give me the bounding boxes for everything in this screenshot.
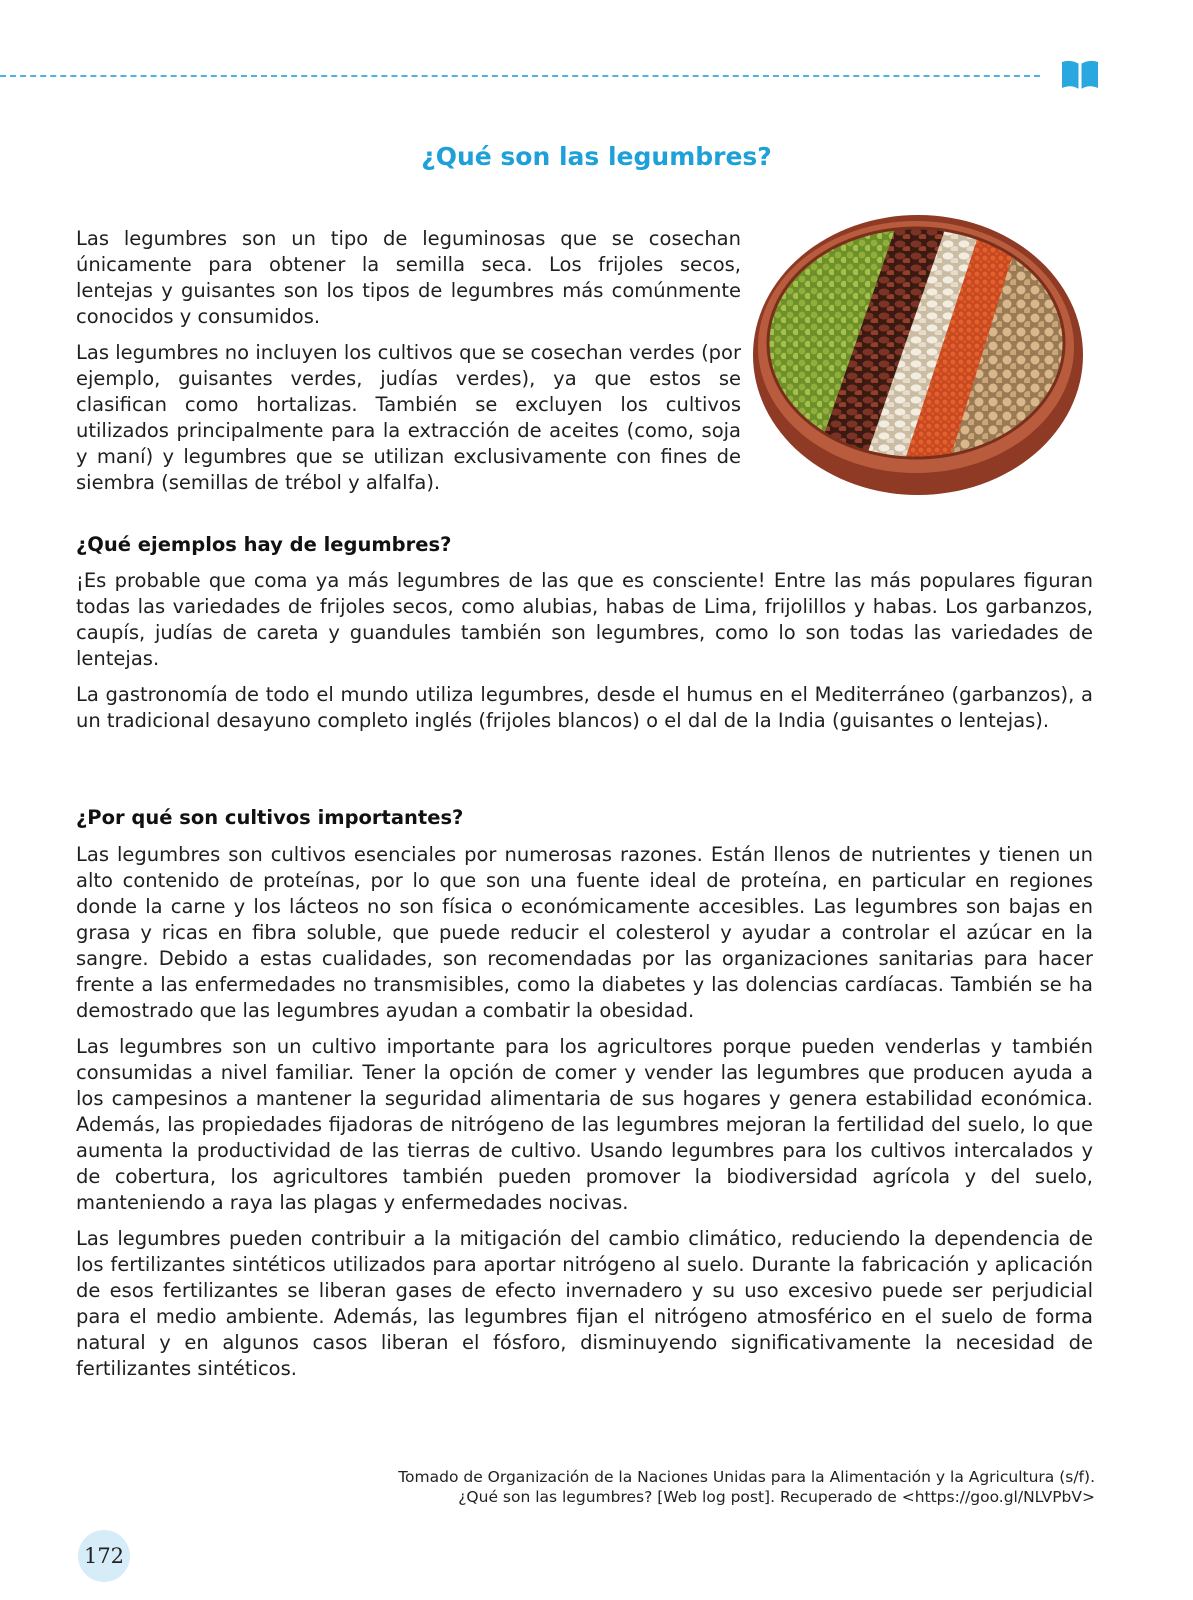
intro-paragraph-2: Las legumbres no incluyen los cultivos que se cosechan verdes (por ejemplo, guisantes verdes, judías verdes), ya que estos se clasifican como hortalizas. También se excluyen los cultivos utilizados principalmente para la extracción de aceites (como, soja y maní) y legumbres que se utilizan exclusivamente con fines de siembra (semillas de trébol y alfalfa). — [76, 341, 741, 494]
importance-paragraph-3: Las legumbres pueden contribuir a la mitigación del cambio climático, reduciendo la dependencia de los fertilizantes sintéticos utilizados para aportar nitrógeno al suelo. Durante la fabricación y aplicación de esos fertilizantes se liberan gases de efecto invernadero y su uso excesivo puede ser perjudicial para el medio ambiente. Además, las legumbres fijan el nitrógeno atmosférico en el suelo de forma natural y en algunos casos liberan el fósforo, disminuyendo significativamente la necesidad de fertilizantes sintéticos. — [76, 1227, 1093, 1380]
examples-paragraph-2: La gastronomía de todo el mundo utiliza legumbres, desde el humus en el Mediterráneo (garbanzos), a un tradicional desayuno completo inglés (frijoles blancos) o el dal de la India (guisantes o lentejas). — [76, 683, 1093, 732]
page-title: ¿Qué son las legumbres? — [421, 142, 772, 171]
intro-text — [76, 226, 741, 506]
section-importance-text — [76, 842, 1093, 1392]
intro-paragraph-1: Las legumbres son un tipo de leguminosas que se cosechan únicamente para obtener la semilla seca. Los frijoles secos, lentejas y guisantes son los tipos de legumbres más comúnmente conocidos y consumidos. — [76, 227, 741, 328]
page-number: 172 — [78, 1530, 130, 1582]
importance-paragraph-1: Las legumbres son cultivos esenciales por numerosas razones. Están llenos de nutrientes y tienen un alto contenido de proteínas, por lo que son una fuente ideal de proteína, en particular en regiones donde la carne y los lácteos no son física o económicamente accesibles. Las legumbres son bajas en grasa y ricas en fibra soluble, que puede reducir el colesterol y ayudar a controlar el azúcar en la sangre. Debido a estas cualidades, son recomendadas por las organizaciones sanitarias para hacer frente a las enfermedades no transmisibles, como la diabetes y las dolencias cardíacas. También se ha demostrado que las legumbres ayudan a combatir la obesidad. — [76, 843, 1093, 1022]
legumes-bowl-illustration — [750, 215, 1090, 515]
section-heading-importance: ¿Por qué son cultivos importantes? — [76, 806, 464, 829]
open-book-icon — [1060, 58, 1100, 92]
section-examples-text — [76, 568, 1093, 744]
importance-paragraph-2: Las legumbres son un cultivo importante para los agricultores porque pueden venderlas y también consumidas a nivel familiar. Tener la opción de comer y vender las legumbres que producen ayuda a los campesinos a mantener la seguridad alimentaria de sus hogares y genera estabilidad económica. Además, las propiedades fijadoras de nitrógeno de las legumbres mejoran la fertilidad del suelo, lo que aumenta la productividad de las tierras de cultivo. Usando legumbres para los cultivos intercalados y de cobertura, los agricultores también pueden promover la biodiversidad agrícola y del suelo, manteniendo a raya las plagas y enfermedades nocivas. — [76, 1035, 1093, 1214]
header-dashed-divider — [0, 75, 1040, 77]
source-line-1: Tomado de Organización de la Naciones Unidas para la Alimentación y la Agricultura (s/f). — [398, 1468, 1095, 1486]
examples-paragraph-1: ¡Es probable que coma ya más legumbres de las que es consciente! Entre las más populares figuran todas las variedades de frijoles secos, como alubias, habas de Lima, frijolillos y habas. Los garbanzos, caupís, judías de careta y guandules también son legumbres, como lo son todas las variedades de lentejas. — [76, 569, 1093, 670]
source-line-2: ¿Qué son las legumbres? [Web log post]. Recuperado de <https://goo.gl/NLVPbV> — [458, 1488, 1095, 1506]
source-citation — [398, 1467, 1095, 1507]
section-heading-examples: ¿Qué ejemplos hay de legumbres? — [76, 533, 452, 556]
